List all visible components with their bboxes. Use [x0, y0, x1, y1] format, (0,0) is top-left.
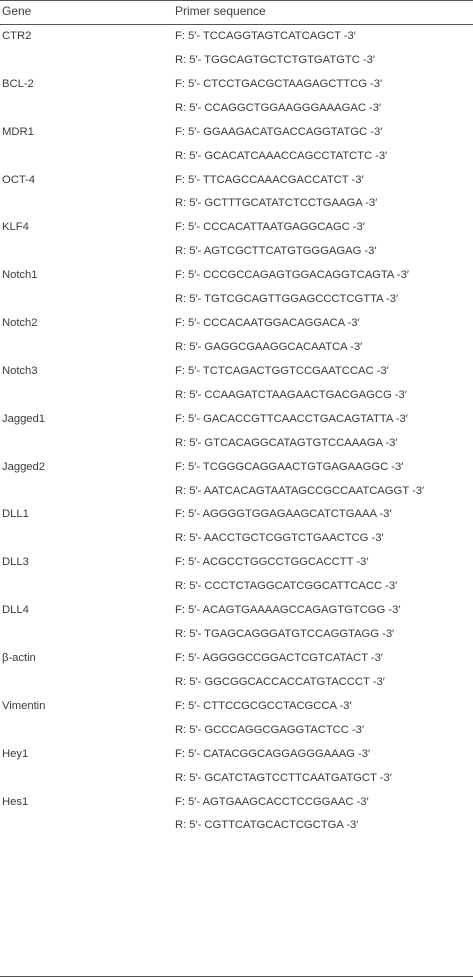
table-row — [0, 719, 473, 743]
primer-sequence-cell: R: 5′- TGAGCAGGGATGTCCAGGTAGG -3′ — [175, 628, 395, 641]
primer-sequence-cell: R: 5′- GAGGCGAAGGCACAATCA -3′ — [175, 340, 363, 353]
gene-cell: Notch1 — [2, 269, 38, 282]
gene-cell: CTR2 — [2, 30, 32, 42]
gene-cell: Vimentin — [2, 699, 46, 712]
table-row — [0, 623, 473, 647]
table-row — [0, 384, 473, 408]
primer-sequence-cell: F: 5′- TCCAGGTAGTCATCAGCT -3′ — [175, 30, 356, 42]
primer-sequence-cell: F: 5′- AGTGAAGCACCTCCGGAAC -3′ — [175, 795, 369, 808]
table-row — [0, 814, 473, 838]
primer-sequence-cell: R: 5′- GCATCTAGTCCTTCAATGATGCT -3′ — [175, 771, 392, 784]
primer-sequence-cell: R: 5′- CGTTCATGCACTCGCTGA -3′ — [175, 819, 359, 832]
primer-sequence-cell: F: 5′- CCCGCCAGAGTGGACAGGTCAGTA -3′ — [175, 269, 409, 282]
gene-cell: Hey1 — [2, 747, 29, 760]
table-row — [0, 527, 473, 551]
table-row — [0, 647, 473, 671]
table-row — [0, 480, 473, 504]
primer-sequence-cell: F: 5′- CTTCCGCGCCTACGCCA -3′ — [175, 699, 352, 712]
table-row — [0, 408, 473, 432]
primer-sequence-cell: F: 5′- CCCACAATGGACAGGACA -3′ — [175, 317, 360, 330]
gene-cell: Notch3 — [2, 364, 38, 377]
primer-sequence-cell: R: 5′- AACCTGCTCGGTCTGAACTCG -3′ — [175, 532, 384, 545]
table-row — [0, 216, 473, 240]
primer-sequence-cell: R: 5′- AATCACAGTAATAGCCGCCAATCAGGT -3′ — [175, 484, 425, 497]
primer-sequence-cell: F: 5′- TTCAGCCAAACGACCATCT -3′ — [175, 173, 364, 186]
header-primer-sequence: Primer sequence — [175, 4, 266, 18]
gene-cell: BCL-2 — [2, 77, 34, 90]
table-row — [0, 73, 473, 97]
table-row — [0, 743, 473, 767]
primer-sequence-cell: R: 5′- GGCGGCACCACCATGTACCCT -3′ — [175, 675, 385, 688]
gene-cell: Hes1 — [2, 795, 29, 808]
table-row — [0, 312, 473, 336]
gene-cell: Jagged2 — [2, 460, 45, 473]
table-row — [0, 240, 473, 264]
table-row — [0, 192, 473, 216]
table-row — [0, 432, 473, 456]
gene-cell: DLL3 — [2, 556, 29, 569]
table-row — [0, 791, 473, 815]
table-row — [0, 456, 473, 480]
primer-sequence-cell: F: 5′- CATACGGCAGGAGGGAAAG -3′ — [175, 747, 371, 760]
table-row — [0, 145, 473, 169]
primer-sequence-cell: R: 5′- GTCACAGGCATAGTGTCCAAAGA -3′ — [175, 436, 398, 449]
primer-sequence-cell: R: 5′- TGTCGCAGTTGGAGCCCTCGTTA -3′ — [175, 293, 399, 306]
table-row — [0, 25, 473, 49]
primer-sequence-cell: F: 5′- TCGGGCAGGAACTGTGAGAAGGC -3′ — [175, 460, 404, 473]
primer-sequence-cell: F: 5′- CTCCTGACGCTAAGAGCTTCG -3' — [175, 77, 383, 90]
table-row — [0, 671, 473, 695]
table-row — [0, 121, 473, 145]
table-row — [0, 264, 473, 288]
table-row — [0, 599, 473, 623]
table-body — [0, 25, 473, 838]
gene-cell: MDR1 — [2, 125, 34, 138]
primer-sequence-cell: R: 5′- GCTTTGCATATCTCCTGAAGA -3′ — [175, 197, 378, 210]
table-row — [0, 695, 473, 719]
header-gene: Gene — [2, 4, 32, 18]
table-row — [0, 575, 473, 599]
gene-cell: OCT-4 — [2, 173, 36, 186]
table-row — [0, 288, 473, 312]
table-row — [0, 767, 473, 791]
primer-sequence-cell: R: 5′- GCCCAGGCGAGGTACTCC -3′ — [175, 723, 364, 736]
primer-sequence-cell: F: 5′- GGAAGACATGACCAGGTATGC -3′ — [175, 125, 383, 138]
primer-sequence-cell: F: 5′- ACGCCTGGCCTGGCACCTT -3′ — [175, 556, 369, 569]
primer-sequence-cell: F: 5′- CCCACATTAATGAGGCAGC -3′ — [175, 221, 365, 234]
primer-sequence-cell: R: 5′- CCCTCTAGGCATCGGCATTCACC -3′ — [175, 580, 398, 593]
table-row — [0, 97, 473, 121]
primer-sequence-cell: F: 5′- AGGGGCCGGACTCGTCATACT -3′ — [175, 651, 383, 664]
primer-sequence-cell: F: 5′- ACAGTGAAAAGCCAGAGTGTCGG -3′ — [175, 604, 401, 617]
table-row — [0, 360, 473, 384]
table-row — [0, 49, 473, 73]
table-bottom-rule — [0, 976, 473, 977]
gene-cell: Jagged1 — [2, 412, 45, 425]
primer-sequence-cell: F: 5′- AGGGGTGGAGAAGCATCTGAAA -3′ — [175, 508, 392, 521]
primer-sequence-cell: R: 5′- CCAGGCTGGAAGGGAAAGAC -3′ — [175, 101, 382, 114]
primer-sequence-cell: R: 5′- CCAAGATCTAAGAACTGACGAGCG -3′ — [175, 388, 407, 401]
primer-sequence-cell: R: 5′- GCACATCAAACCAGCCTATCTC -3′ — [175, 149, 388, 162]
table-row — [0, 169, 473, 193]
gene-cell: DLL1 — [2, 508, 29, 521]
primer-sequence-cell: R: 5′- TGGCAGTGCTCTGTGATGTC -3′ — [175, 53, 375, 66]
table-row — [0, 551, 473, 575]
table-header-row — [0, 0, 473, 24]
table-row — [0, 336, 473, 360]
gene-cell: DLL4 — [2, 604, 29, 617]
table-row — [0, 503, 473, 527]
primer-sequence-cell: F: 5′- TCTCAGACTGGTCCGAATCCAC -3′ — [175, 364, 389, 377]
gene-cell: Notch2 — [2, 317, 38, 330]
primer-sequence-cell: R: 5′- AGTCGCTTCATGTGGGAGAG -3′ — [175, 245, 377, 258]
gene-cell: KLF4 — [2, 221, 29, 234]
gene-cell: β-actin — [2, 651, 36, 664]
primer-sequence-cell: F: 5′- GACACCGTTCAACCTGACAGTATTA -3′ — [175, 412, 408, 425]
